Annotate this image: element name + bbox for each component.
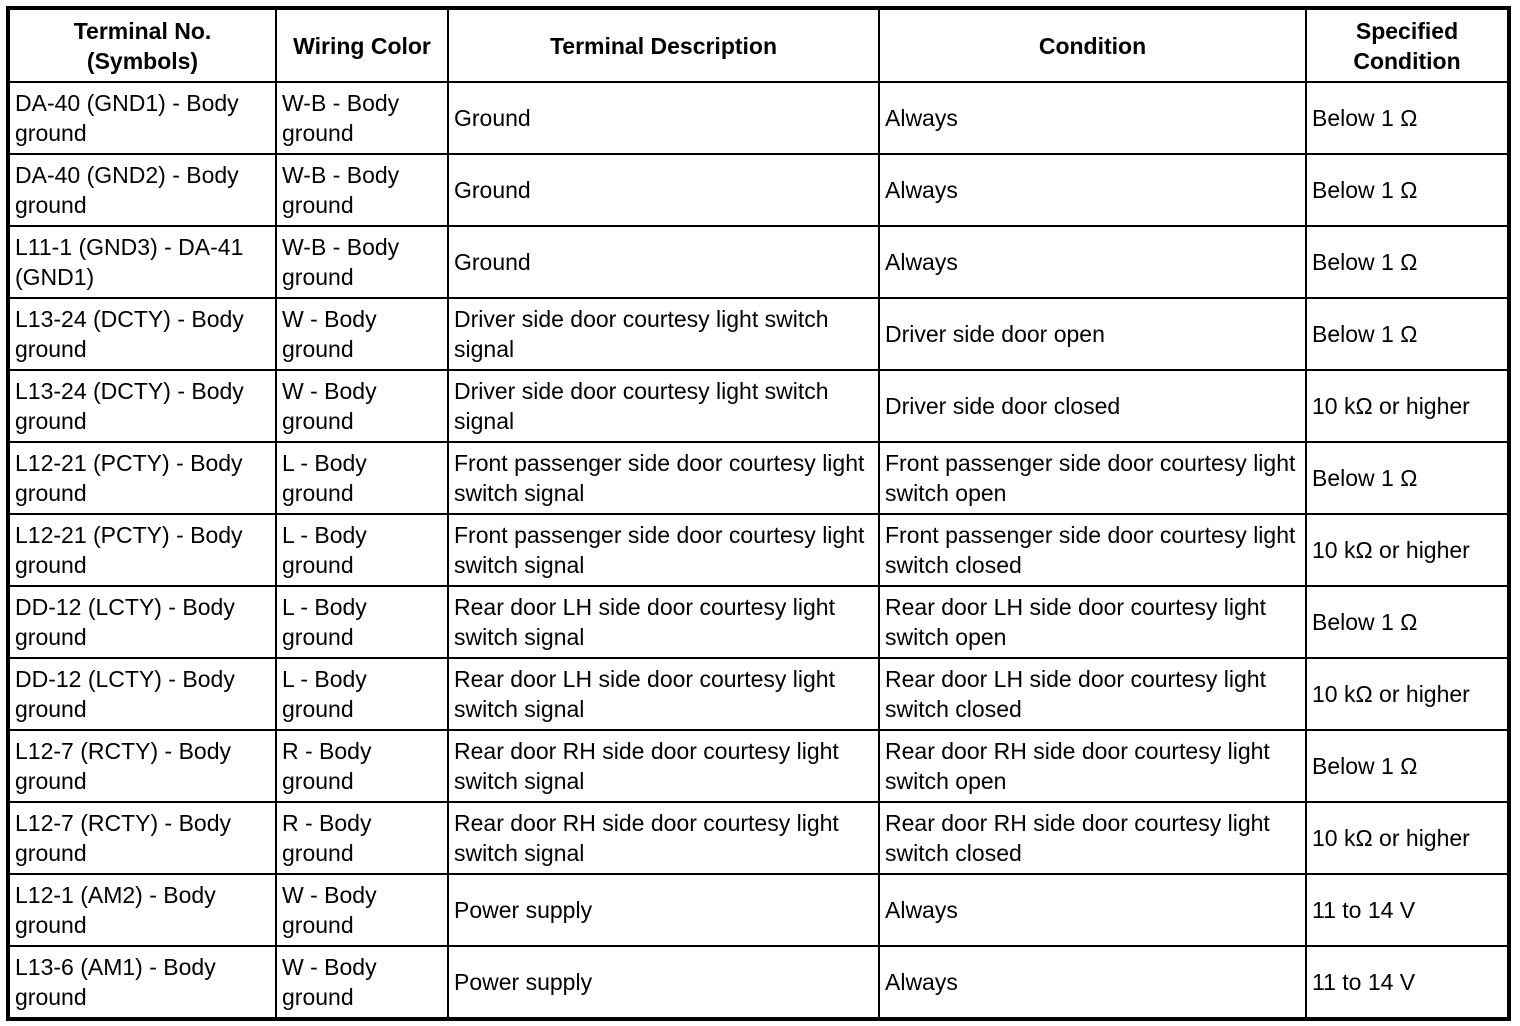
cell-specified-condition: Below 1 Ω: [1306, 82, 1509, 154]
cell-condition: Driver side door closed: [879, 370, 1306, 442]
cell-wiring-color: W - Body ground: [276, 874, 448, 946]
cell-terminal-no: L12-21 (PCTY) - Body ground: [8, 442, 276, 514]
table-row: [8, 154, 1509, 226]
cell-terminal-description: Ground: [448, 154, 879, 226]
cell-terminal-no: L13-24 (DCTY) - Body ground: [8, 298, 276, 370]
header-wiring-color: Wiring Color: [276, 8, 448, 82]
cell-condition: Driver side door open: [879, 298, 1306, 370]
cell-terminal-description: Driver side door courtesy light switch signal: [448, 370, 879, 442]
header-row: [8, 8, 1509, 82]
cell-condition: Rear door LH side door courtesy light switch open: [879, 586, 1306, 658]
table-row: [8, 946, 1509, 1019]
cell-wiring-color: R - Body ground: [276, 730, 448, 802]
cell-specified-condition: 10 kΩ or higher: [1306, 514, 1509, 586]
terminal-spec-table: [6, 6, 1511, 1021]
cell-terminal-no: DD-12 (LCTY) - Body ground: [8, 586, 276, 658]
cell-wiring-color: W-B - Body ground: [276, 82, 448, 154]
cell-specified-condition: 10 kΩ or higher: [1306, 802, 1509, 874]
table-row: [8, 514, 1509, 586]
cell-specified-condition: Below 1 Ω: [1306, 298, 1509, 370]
cell-terminal-no: DD-12 (LCTY) - Body ground: [8, 658, 276, 730]
cell-wiring-color: R - Body ground: [276, 802, 448, 874]
table-row: [8, 730, 1509, 802]
cell-condition: Always: [879, 874, 1306, 946]
table-row: [8, 802, 1509, 874]
cell-terminal-description: Front passenger side door courtesy light switch signal: [448, 514, 879, 586]
header-specified-condition: Specified Condition: [1306, 8, 1509, 82]
cell-condition: Always: [879, 946, 1306, 1019]
table-row: [8, 874, 1509, 946]
cell-terminal-description: Rear door LH side door courtesy light switch signal: [448, 658, 879, 730]
cell-condition: Rear door RH side door courtesy light switch closed: [879, 802, 1306, 874]
cell-specified-condition: Below 1 Ω: [1306, 730, 1509, 802]
header-terminal-no: Terminal No. (Symbols): [8, 8, 276, 82]
cell-specified-condition: Below 1 Ω: [1306, 226, 1509, 298]
table-row: [8, 658, 1509, 730]
cell-terminal-description: Ground: [448, 226, 879, 298]
cell-specified-condition: Below 1 Ω: [1306, 586, 1509, 658]
table-header: [8, 8, 1509, 82]
cell-wiring-color: L - Body ground: [276, 514, 448, 586]
cell-condition: Rear door LH side door courtesy light switch closed: [879, 658, 1306, 730]
cell-terminal-description: Power supply: [448, 874, 879, 946]
cell-terminal-description: Power supply: [448, 946, 879, 1019]
cell-terminal-no: L13-6 (AM1) - Body ground: [8, 946, 276, 1019]
cell-specified-condition: 11 to 14 V: [1306, 874, 1509, 946]
header-terminal-description: Terminal Description: [448, 8, 879, 82]
cell-terminal-no: DA-40 (GND1) - Body ground: [8, 82, 276, 154]
table-row: [8, 370, 1509, 442]
cell-specified-condition: 11 to 14 V: [1306, 946, 1509, 1019]
cell-specified-condition: 10 kΩ or higher: [1306, 658, 1509, 730]
cell-specified-condition: Below 1 Ω: [1306, 154, 1509, 226]
cell-terminal-no: L12-21 (PCTY) - Body ground: [8, 514, 276, 586]
cell-wiring-color: L - Body ground: [276, 658, 448, 730]
cell-wiring-color: L - Body ground: [276, 586, 448, 658]
cell-condition: Always: [879, 226, 1306, 298]
cell-terminal-description: Ground: [448, 82, 879, 154]
cell-condition: Rear door RH side door courtesy light switch open: [879, 730, 1306, 802]
cell-terminal-no: L12-7 (RCTY) - Body ground: [8, 802, 276, 874]
cell-condition: Always: [879, 154, 1306, 226]
cell-condition: Always: [879, 82, 1306, 154]
cell-specified-condition: Below 1 Ω: [1306, 442, 1509, 514]
cell-terminal-no: L12-7 (RCTY) - Body ground: [8, 730, 276, 802]
cell-condition: Front passenger side door courtesy light switch open: [879, 442, 1306, 514]
cell-terminal-description: Rear door RH side door courtesy light switch signal: [448, 802, 879, 874]
cell-terminal-description: Rear door LH side door courtesy light switch signal: [448, 586, 879, 658]
cell-terminal-no: DA-40 (GND2) - Body ground: [8, 154, 276, 226]
cell-terminal-description: Front passenger side door courtesy light switch signal: [448, 442, 879, 514]
cell-wiring-color: W-B - Body ground: [276, 154, 448, 226]
cell-terminal-no: L13-24 (DCTY) - Body ground: [8, 370, 276, 442]
table-row: [8, 298, 1509, 370]
table-row: [8, 442, 1509, 514]
cell-terminal-description: Driver side door courtesy light switch signal: [448, 298, 879, 370]
cell-terminal-no: L11-1 (GND3) - DA-41 (GND1): [8, 226, 276, 298]
cell-specified-condition: 10 kΩ or higher: [1306, 370, 1509, 442]
table-row: [8, 226, 1509, 298]
cell-terminal-no: L12-1 (AM2) - Body ground: [8, 874, 276, 946]
table-row: [8, 82, 1509, 154]
cell-wiring-color: W - Body ground: [276, 946, 448, 1019]
cell-wiring-color: W - Body ground: [276, 298, 448, 370]
cell-terminal-description: Rear door RH side door courtesy light switch signal: [448, 730, 879, 802]
header-condition: Condition: [879, 8, 1306, 82]
table-body: [8, 82, 1509, 1019]
cell-wiring-color: W - Body ground: [276, 370, 448, 442]
cell-wiring-color: L - Body ground: [276, 442, 448, 514]
table-row: [8, 586, 1509, 658]
cell-condition: Front passenger side door courtesy light switch closed: [879, 514, 1306, 586]
cell-wiring-color: W-B - Body ground: [276, 226, 448, 298]
